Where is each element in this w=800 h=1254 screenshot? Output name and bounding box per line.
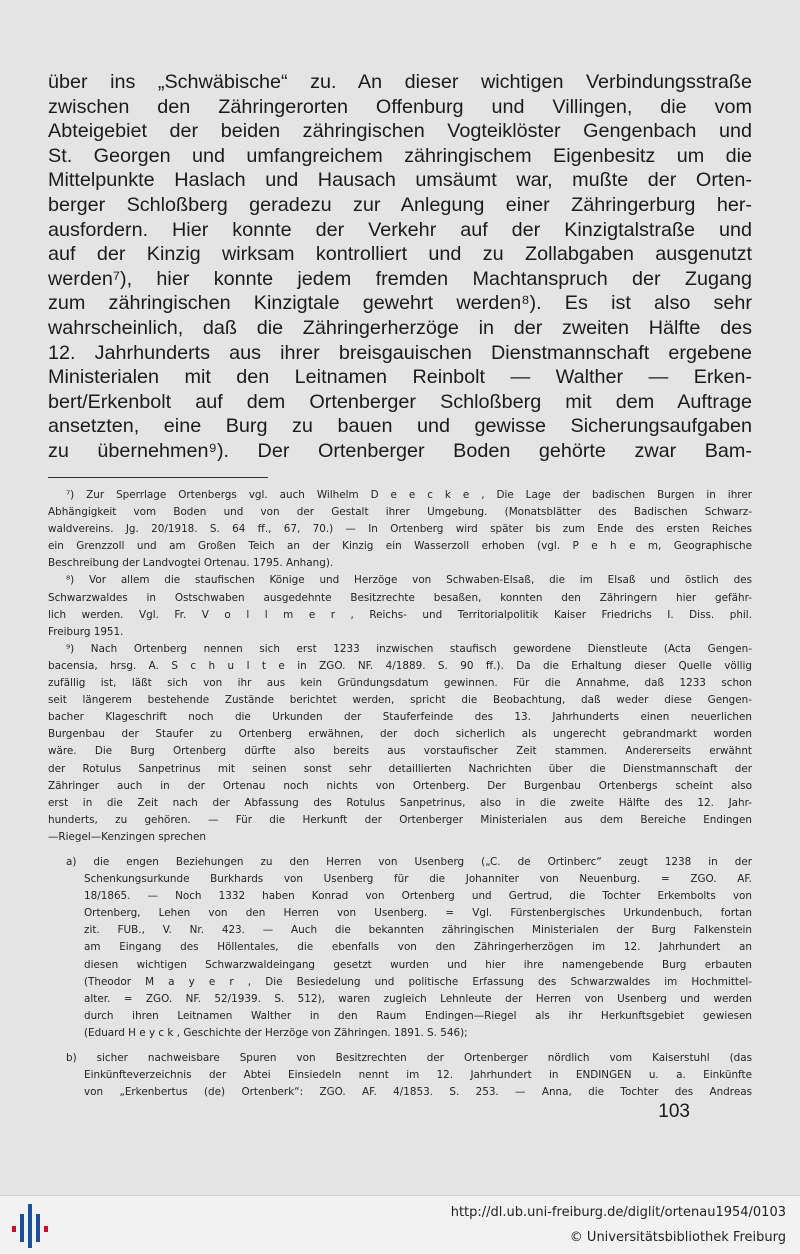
footnote-line: der Rotulus Sanpetrinus mit seinen sonst sehr detaillierten Nachrichten über die Dienstmannschaft der — [48, 762, 752, 775]
footnote-line: (Eduard H e y c k , Geschichte der Herzöge von Zähringen. 1891. S. 546); — [84, 1026, 468, 1039]
footnote-line: Zähringer auch in der Ortenau noch nichts von Ortenberg. Der Burgenbau Ortenbergs scheint also — [48, 779, 752, 792]
main-line: zum zähringischen Kinzigtale gewehrt werden⁸). Es ist also sehr — [48, 292, 752, 315]
footnote-line: zit. FUB., V. Nr. 423. — Auch die bekannten zähringischen Ministerialen der Burg Falkenstein — [84, 924, 752, 937]
footnote-line: Schwarzwaldes in Ostschwaben ausgedehnte Besitzrechte besaßen, konnten den Zähringern hier gefähr- — [48, 591, 752, 604]
footnote-line: (Theodor M a y e r , Die Besiedelung und politische Erfassung des Schwarzwaldes im Hochmittel- — [84, 975, 752, 988]
main-line: ansetzten, eine Burg zu bauen und gewisse Sicherungsaufgaben — [48, 415, 752, 438]
footnote-line: ⁷) Zur Sperrlage Ortenbergs vgl. auch Wilhelm D e e c k e , Die Lage der badischen Burgen in ihrer — [66, 489, 752, 501]
main-line: werden⁷), hier konnte jedem fremden Machtanspruch der Zugang — [48, 267, 752, 290]
footnote-divider — [48, 477, 268, 478]
main-line: 12. Jahrhunderts aus ihrer breisgauischen Dienstmannschaft ergebene — [48, 341, 752, 364]
page-number: 103 — [658, 1101, 690, 1122]
digital-library-link[interactable]: http://dl.ub.uni-freiburg.de/diglit/ortenau1954/0103 — [450, 1205, 786, 1220]
footnote-line: ⁸) Vor allem die staufischen Könige und Herzöge von Schwaben-Elsaß, die im Elsaß und östlich des — [66, 574, 752, 587]
footnote-9 — [48, 641, 752, 846]
main-line: über ins „Schwäbische“ zu. An dieser wichtigen Verbindungsstraße — [48, 71, 752, 93]
footnote-line: wäre. Die Burg Ortenberg dürfte also bereits aus vorstaufischer Zeit stammen. Andererseits erwähnt — [48, 745, 752, 758]
footnote-line: bacensia, hrsg. A. S c h u l t e in ZGO. NF. 4/1889. S. 90 ff.). Da die Erhaltung dieser Quelle völlig — [48, 659, 752, 672]
footnote-item-b — [48, 1050, 752, 1101]
main-line: Ministerialen mit den Leitnamen Reinbolt — Walther — Erken- — [48, 366, 752, 389]
main-line: bert/Erkenbolt auf dem Ortenberger Schloßberg mit dem Auftrage — [48, 390, 752, 413]
footnote-line: ⁹) Nach Ortenberg nennen sich erst 1233 inzwischen staufisch gewordene Dienstleute (Acta Gengen- — [66, 642, 752, 655]
footnote-item-a — [48, 854, 752, 1042]
copyright-notice: © Universitätsbibliothek Freiburg — [569, 1230, 786, 1245]
main-line: Abteigebiet der beiden zähringischen Vogteiklöster Gengenbach und — [48, 120, 752, 143]
footnote-line: zufällig ist, läßt sich von ihr aus kein Gründungsdatum gewinnen. Für die Annahme, daß 1233 schon — [48, 677, 752, 690]
footnote-line: hunderts, zu gehören. — Für die Herkunft der Ortenberger Ministerialen aus dem Bereiche Endingen — [48, 813, 752, 826]
main-line: berger Schloßberg geradezu zur Anlegung einer Zähringerburg her- — [48, 193, 752, 216]
footnote-line: von „Erkenbertus (de) Ortenberk“: ZGO. AF. 4/1853. S. 253. — Anna, die Tochter des Andreas — [84, 1086, 752, 1099]
footnote-line: Beschreibung der Landvogtei Ortenau. 1795. Anhang). — [48, 557, 334, 570]
footnote-line: a) die engen Beziehungen zu den Herren von Usenberg („C. de Ortinberc“ zeugt 1238 in der — [66, 855, 752, 868]
main-line: auf der Kinzig wirksam kontrolliert und zu Zollabgaben ausgenutzt — [48, 243, 752, 266]
footnote-line: Schenkungsurkunde Burkhards von Usenberg für die Johanniter von Neuenburg. = ZGO. AF. — [84, 873, 752, 886]
footnote-line: erst in die Zeit nach der Abfassung des Rotulus Sanpetrinus, also in die zweite Hälfte des 12. Jahr- — [48, 796, 752, 809]
footnote-line: durch ihren Leitnamen Walther in den Raum Endingen—Riegel als ihr Herkunftsgebiet gewiesen — [84, 1009, 752, 1022]
footnote-line: Ortenberg, Lehen von den Herren von Usenberg. = Vgl. Fürstenbergisches Urkundenbuch, fortan — [84, 907, 752, 920]
footnote-line: 18/1865. — Noch 1332 haben Konrad von Ortenberg und Gertrud, die Tochter Erkembolts von — [84, 890, 752, 903]
footnote-line: waldvereins. Jg. 20/1918. S. 64 ff., 67, 70.) — In Ortenberg wird später bis zum Ende des ersten Reiches — [48, 523, 752, 536]
footnote-line: Burgenbau der Staufer zu Ortenberg erwähnen, der doch sicherlich als ungerecht gebrandmarkt worden — [48, 728, 752, 741]
main-line: St. Georgen und umfangreichem zähringischem Eigenbesitz um die — [48, 144, 752, 167]
footnote-line: am Eingang des Höllentales, die ebenfalls von den Zähringerherzögen im 12. Jahrhundert an — [84, 941, 752, 954]
footnote-line: bacher Klageschrift noch die Urkunden der Stauferfeinde des 13. Jahrhunderts einen neuerlichen — [48, 711, 752, 724]
ub-freiburg-logo-icon — [8, 1204, 52, 1248]
footnote-line: lich werden. Vgl. Fr. V o l l m e r , Reichs- und Territorialpolitik Kaiser Friedrichs I. Diss. phil. — [48, 608, 752, 621]
main-line: ausfordern. Hier konnte der Verkehr auf der Kinzigtalstraße und — [48, 218, 752, 241]
library-footer — [0, 1195, 800, 1254]
footnote-line: Abhängigkeit vom Boden und von der Gestalt ihrer Umgebung. (Monatsblätter des Badischen Schwarz- — [48, 506, 752, 519]
footnote-7 — [48, 487, 752, 572]
footnote-line: Einkünfteverzeichnis der Abtei Einsiedeln nennt im 12. Jahrhundert in ENDINGEN u. a. Einkünfte — [84, 1069, 752, 1082]
footnotes — [48, 487, 752, 1101]
footnote-line: ein Grenzzoll und am Großen Teich an der Kinzig ein Wasserzoll erhoben (vgl. P e h e m, Geographische — [48, 540, 752, 553]
footnote-line: seit längerem bestehende Zustände berichtet werden, spricht die Beobachtung, daß weder diese Gengen- — [48, 694, 752, 707]
main-line: wahrscheinlich, daß die Zähringerherzöge in der zweiten Hälfte des — [48, 316, 752, 339]
footnote-line: Freiburg 1951. — [48, 625, 124, 638]
footnote-line: b) sicher nachweisbare Spuren von Besitzrechten der Ortenberger nördlich vom Kaiserstuhl (das — [66, 1052, 752, 1064]
main-line: zu übernehmen⁹). Der Ortenberger Boden gehörte zwar Bam- — [48, 439, 752, 462]
footnote-8 — [48, 572, 752, 640]
main-line: Mittelpunkte Haslach und Hausach umsäumt war, mußte der Orten- — [48, 169, 752, 192]
main-text — [48, 70, 752, 464]
footnote-line: alter. = ZGO. NF. 52/1939. S. 512), waren zugleich Lehnleute der Herren von Usenberg und werden — [84, 992, 752, 1005]
footnote-line: diesen wichtigen Schwarzwaldeingang gesetzt wurden und hier ihre namengebende Burg erbauten — [84, 958, 752, 971]
main-line: zwischen den Zähringerorten Offenburg und Villingen, die vom — [48, 95, 752, 118]
footnote-line: —Riegel—Kenzingen sprechen — [48, 830, 206, 843]
